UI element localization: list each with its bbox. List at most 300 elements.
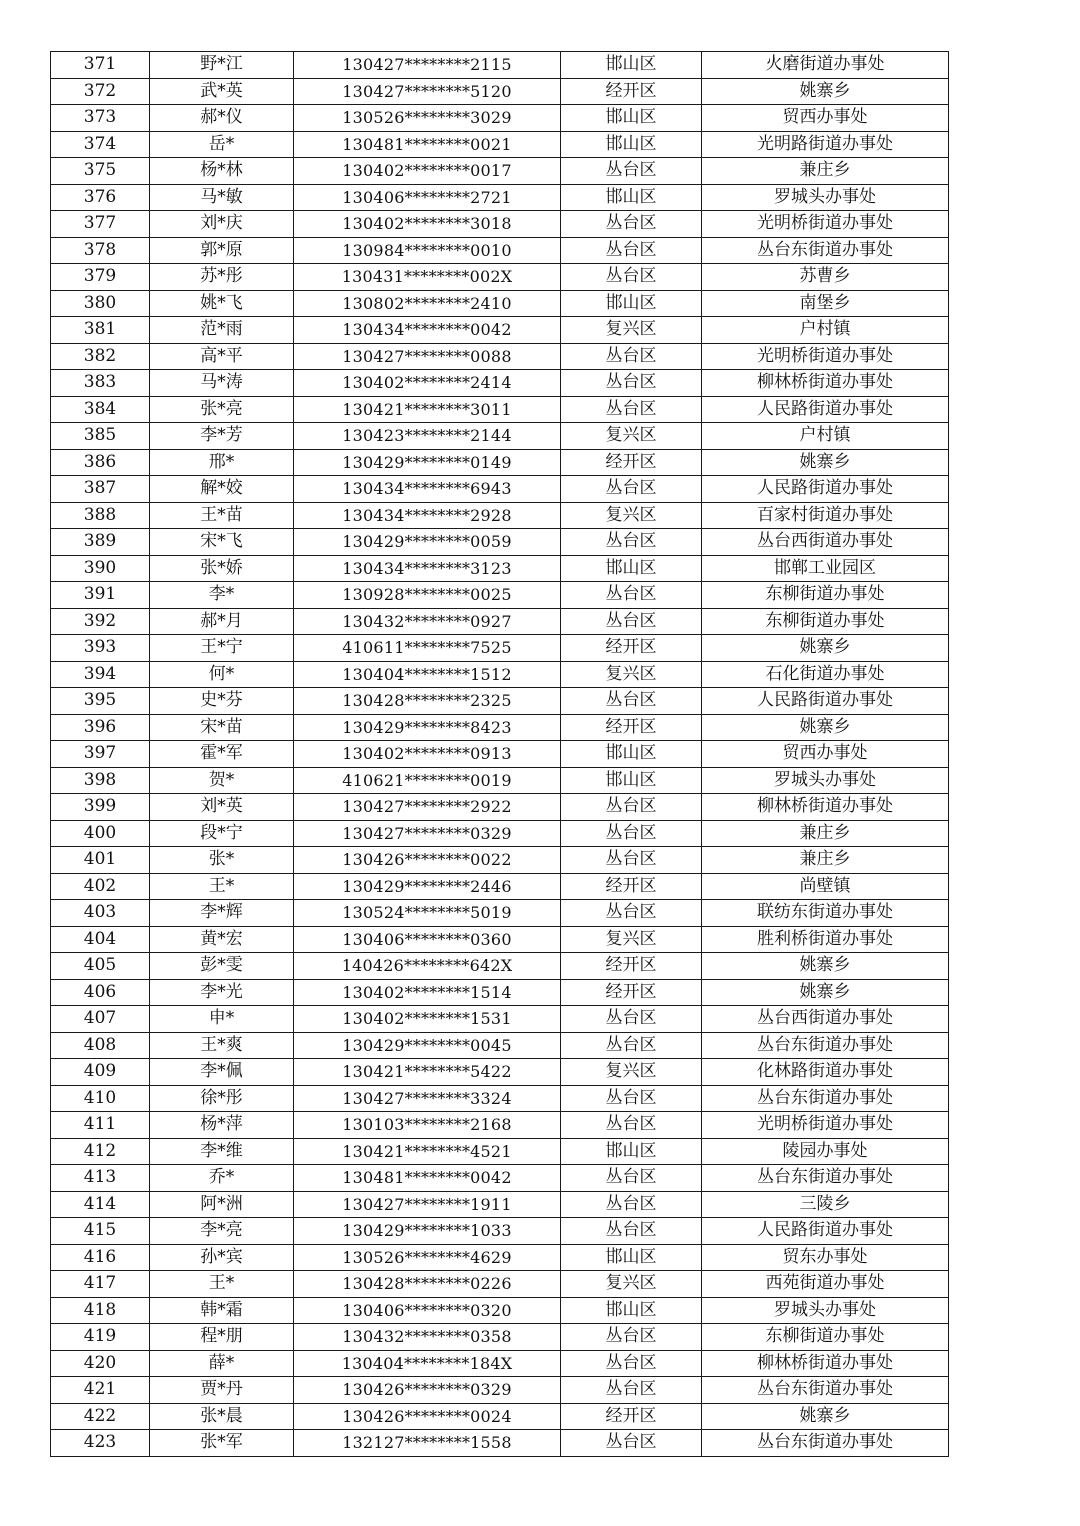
table-row	[51, 582, 949, 609]
district-cell: 丛台区	[561, 1032, 702, 1059]
subdistrict-cell: 三陵乡	[702, 1191, 949, 1218]
row-number-cell: 405	[51, 953, 150, 980]
masked-id-number-cell: 130402********0017	[294, 158, 561, 185]
masked-name-cell: 邢*	[150, 449, 294, 476]
masked-name-cell: 高*平	[150, 343, 294, 370]
masked-name-cell: 王*	[150, 1271, 294, 1298]
row-number-cell: 416	[51, 1244, 150, 1271]
row-number-cell: 382	[51, 343, 150, 370]
row-number-cell: 391	[51, 582, 150, 609]
district-cell: 邯山区	[561, 290, 702, 317]
row-number-cell: 408	[51, 1032, 150, 1059]
masked-id-number-cell: 130434********0042	[294, 317, 561, 344]
masked-id-number-cell: 130524********5019	[294, 900, 561, 927]
masked-name-cell: 马*涛	[150, 370, 294, 397]
subdistrict-cell: 姚寨乡	[702, 449, 949, 476]
masked-id-number-cell: 130434********2928	[294, 502, 561, 529]
row-number-cell: 401	[51, 847, 150, 874]
masked-id-number-cell: 130434********3123	[294, 555, 561, 582]
district-cell: 丛台区	[561, 582, 702, 609]
table-row	[51, 105, 949, 132]
table-row	[51, 211, 949, 238]
masked-name-cell: 李*维	[150, 1138, 294, 1165]
district-cell: 丛台区	[561, 211, 702, 238]
masked-name-cell: 何*	[150, 661, 294, 688]
row-number-cell: 398	[51, 767, 150, 794]
district-cell: 丛台区	[561, 1191, 702, 1218]
masked-name-cell: 张*娇	[150, 555, 294, 582]
table-row	[51, 370, 949, 397]
table-row	[51, 1218, 949, 1245]
masked-name-cell: 李*佩	[150, 1059, 294, 1086]
subdistrict-cell: 火磨街道办事处	[702, 52, 949, 79]
table-row	[51, 476, 949, 503]
subdistrict-cell: 姚寨乡	[702, 78, 949, 105]
masked-id-number-cell: 130526********4629	[294, 1244, 561, 1271]
table-row	[51, 900, 949, 927]
masked-name-cell: 贺*	[150, 767, 294, 794]
masked-name-cell: 杨*萍	[150, 1112, 294, 1139]
subdistrict-cell: 人民路街道办事处	[702, 688, 949, 715]
row-number-cell: 412	[51, 1138, 150, 1165]
masked-id-number-cell: 130928********0025	[294, 582, 561, 609]
district-cell: 邯山区	[561, 131, 702, 158]
masked-id-number-cell: 130427********2115	[294, 52, 561, 79]
row-number-cell: 407	[51, 1006, 150, 1033]
masked-id-number-cell: 130406********0320	[294, 1297, 561, 1324]
masked-name-cell: 郝*月	[150, 608, 294, 635]
district-cell: 丛台区	[561, 529, 702, 556]
masked-id-number-cell: 410621********0019	[294, 767, 561, 794]
masked-id-number-cell: 130427********0329	[294, 820, 561, 847]
row-number-cell: 395	[51, 688, 150, 715]
table-row	[51, 794, 949, 821]
masked-name-cell: 张*亮	[150, 396, 294, 423]
records-table-body	[51, 52, 949, 1457]
masked-name-cell: 野*江	[150, 52, 294, 79]
table-row	[51, 1244, 949, 1271]
table-row	[51, 661, 949, 688]
masked-id-number-cell: 130406********0360	[294, 926, 561, 953]
row-number-cell: 417	[51, 1271, 150, 1298]
table-row	[51, 873, 949, 900]
masked-name-cell: 贾*丹	[150, 1377, 294, 1404]
table-row	[51, 1085, 949, 1112]
district-cell: 丛台区	[561, 608, 702, 635]
masked-id-number-cell: 130429********0045	[294, 1032, 561, 1059]
district-cell: 丛台区	[561, 370, 702, 397]
district-cell: 丛台区	[561, 476, 702, 503]
table-row	[51, 343, 949, 370]
table-row	[51, 52, 949, 79]
masked-id-number-cell: 130428********0226	[294, 1271, 561, 1298]
masked-id-number-cell: 130481********0042	[294, 1165, 561, 1192]
district-cell: 邯山区	[561, 741, 702, 768]
table-row	[51, 1032, 949, 1059]
subdistrict-cell: 户村镇	[702, 423, 949, 450]
table-row	[51, 131, 949, 158]
table-row	[51, 184, 949, 211]
row-number-cell: 384	[51, 396, 150, 423]
row-number-cell: 372	[51, 78, 150, 105]
masked-name-cell: 范*雨	[150, 317, 294, 344]
masked-id-number-cell: 130429********2446	[294, 873, 561, 900]
district-cell: 经开区	[561, 635, 702, 662]
masked-name-cell: 霍*军	[150, 741, 294, 768]
district-cell: 经开区	[561, 1403, 702, 1430]
masked-id-number-cell: 130429********1033	[294, 1218, 561, 1245]
subdistrict-cell: 人民路街道办事处	[702, 396, 949, 423]
subdistrict-cell: 胜利桥街道办事处	[702, 926, 949, 953]
subdistrict-cell: 光明桥街道办事处	[702, 211, 949, 238]
subdistrict-cell: 人民路街道办事处	[702, 476, 949, 503]
row-number-cell: 386	[51, 449, 150, 476]
masked-name-cell: 申*	[150, 1006, 294, 1033]
masked-name-cell: 王*爽	[150, 1032, 294, 1059]
table-row	[51, 953, 949, 980]
table-row	[51, 979, 949, 1006]
row-number-cell: 388	[51, 502, 150, 529]
row-number-cell: 404	[51, 926, 150, 953]
subdistrict-cell: 化林路街道办事处	[702, 1059, 949, 1086]
masked-name-cell: 孙*宾	[150, 1244, 294, 1271]
subdistrict-cell: 罗城头办事处	[702, 767, 949, 794]
subdistrict-cell: 兼庄乡	[702, 820, 949, 847]
table-row	[51, 688, 949, 715]
row-number-cell: 422	[51, 1403, 150, 1430]
table-row	[51, 635, 949, 662]
row-number-cell: 387	[51, 476, 150, 503]
subdistrict-cell: 贸西办事处	[702, 741, 949, 768]
district-cell: 经开区	[561, 449, 702, 476]
row-number-cell: 410	[51, 1085, 150, 1112]
subdistrict-cell: 姚寨乡	[702, 1403, 949, 1430]
district-cell: 丛台区	[561, 1085, 702, 1112]
masked-name-cell: 张*晨	[150, 1403, 294, 1430]
table-row	[51, 502, 949, 529]
row-number-cell: 423	[51, 1430, 150, 1457]
table-row	[51, 1403, 949, 1430]
masked-name-cell: 刘*庆	[150, 211, 294, 238]
masked-name-cell: 杨*林	[150, 158, 294, 185]
district-cell: 丛台区	[561, 900, 702, 927]
row-number-cell: 411	[51, 1112, 150, 1139]
subdistrict-cell: 姚寨乡	[702, 979, 949, 1006]
district-cell: 丛台区	[561, 264, 702, 291]
district-cell: 丛台区	[561, 237, 702, 264]
masked-name-cell: 徐*彤	[150, 1085, 294, 1112]
subdistrict-cell: 邯郸工业园区	[702, 555, 949, 582]
subdistrict-cell: 丛台东街道办事处	[702, 237, 949, 264]
row-number-cell: 380	[51, 290, 150, 317]
masked-id-number-cell: 130427********1911	[294, 1191, 561, 1218]
masked-name-cell: 彭*雯	[150, 953, 294, 980]
masked-name-cell: 刘*英	[150, 794, 294, 821]
subdistrict-cell: 百家村街道办事处	[702, 502, 949, 529]
subdistrict-cell: 丛台东街道办事处	[702, 1032, 949, 1059]
masked-name-cell: 宋*飞	[150, 529, 294, 556]
subdistrict-cell: 姚寨乡	[702, 953, 949, 980]
row-number-cell: 421	[51, 1377, 150, 1404]
row-number-cell: 379	[51, 264, 150, 291]
district-cell: 丛台区	[561, 343, 702, 370]
masked-id-number-cell: 130427********5120	[294, 78, 561, 105]
masked-name-cell: 苏*彤	[150, 264, 294, 291]
masked-name-cell: 乔*	[150, 1165, 294, 1192]
row-number-cell: 392	[51, 608, 150, 635]
table-row	[51, 741, 949, 768]
district-cell: 丛台区	[561, 1377, 702, 1404]
table-row	[51, 317, 949, 344]
district-cell: 复兴区	[561, 423, 702, 450]
district-cell: 丛台区	[561, 1006, 702, 1033]
table-row	[51, 1191, 949, 1218]
subdistrict-cell: 柳林桥街道办事处	[702, 1350, 949, 1377]
table-row	[51, 555, 949, 582]
subdistrict-cell: 尚壁镇	[702, 873, 949, 900]
subdistrict-cell: 光明桥街道办事处	[702, 343, 949, 370]
row-number-cell: 375	[51, 158, 150, 185]
masked-id-number-cell: 130428********2325	[294, 688, 561, 715]
subdistrict-cell: 东柳街道办事处	[702, 582, 949, 609]
subdistrict-cell: 陵园办事处	[702, 1138, 949, 1165]
masked-id-number-cell: 130402********1514	[294, 979, 561, 1006]
table-row	[51, 237, 949, 264]
subdistrict-cell: 柳林桥街道办事处	[702, 794, 949, 821]
subdistrict-cell: 丛台东街道办事处	[702, 1377, 949, 1404]
masked-id-number-cell: 130402********1531	[294, 1006, 561, 1033]
masked-name-cell: 郭*原	[150, 237, 294, 264]
masked-name-cell: 王*宁	[150, 635, 294, 662]
district-cell: 丛台区	[561, 847, 702, 874]
district-cell: 邯山区	[561, 767, 702, 794]
district-cell: 复兴区	[561, 1271, 702, 1298]
masked-id-number-cell: 140426********642X	[294, 953, 561, 980]
table-row	[51, 767, 949, 794]
table-row	[51, 1059, 949, 1086]
masked-name-cell: 张*	[150, 847, 294, 874]
row-number-cell: 378	[51, 237, 150, 264]
subdistrict-cell: 丛台东街道办事处	[702, 1085, 949, 1112]
district-cell: 复兴区	[561, 502, 702, 529]
masked-name-cell: 程*朋	[150, 1324, 294, 1351]
subdistrict-cell: 罗城头办事处	[702, 184, 949, 211]
subdistrict-cell: 贸西办事处	[702, 105, 949, 132]
table-row	[51, 1138, 949, 1165]
district-cell: 邯山区	[561, 105, 702, 132]
masked-id-number-cell: 130434********6943	[294, 476, 561, 503]
district-cell: 邯山区	[561, 184, 702, 211]
masked-name-cell: 王*	[150, 873, 294, 900]
table-row	[51, 847, 949, 874]
masked-name-cell: 史*芬	[150, 688, 294, 715]
row-number-cell: 397	[51, 741, 150, 768]
table-row	[51, 714, 949, 741]
row-number-cell: 402	[51, 873, 150, 900]
subdistrict-cell: 丛台西街道办事处	[702, 529, 949, 556]
masked-name-cell: 黄*宏	[150, 926, 294, 953]
district-cell: 邯山区	[561, 52, 702, 79]
masked-name-cell: 李*辉	[150, 900, 294, 927]
district-cell: 经开区	[561, 78, 702, 105]
district-cell: 丛台区	[561, 688, 702, 715]
table-row	[51, 1350, 949, 1377]
masked-id-number-cell: 130427********3324	[294, 1085, 561, 1112]
subdistrict-cell: 户村镇	[702, 317, 949, 344]
district-cell: 丛台区	[561, 1112, 702, 1139]
row-number-cell: 377	[51, 211, 150, 238]
masked-id-number-cell: 130481********0021	[294, 131, 561, 158]
row-number-cell: 413	[51, 1165, 150, 1192]
masked-name-cell: 李*	[150, 582, 294, 609]
masked-id-number-cell: 130402********2414	[294, 370, 561, 397]
table-row	[51, 158, 949, 185]
district-cell: 丛台区	[561, 1430, 702, 1457]
district-cell: 复兴区	[561, 317, 702, 344]
masked-id-number-cell: 132127********1558	[294, 1430, 561, 1457]
masked-name-cell: 郝*仪	[150, 105, 294, 132]
masked-name-cell: 韩*霜	[150, 1297, 294, 1324]
masked-name-cell: 宋*苗	[150, 714, 294, 741]
masked-id-number-cell: 130423********2144	[294, 423, 561, 450]
masked-name-cell: 武*英	[150, 78, 294, 105]
row-number-cell: 409	[51, 1059, 150, 1086]
masked-id-number-cell: 130421********4521	[294, 1138, 561, 1165]
district-cell: 丛台区	[561, 396, 702, 423]
records-table	[50, 51, 949, 1457]
subdistrict-cell: 石化街道办事处	[702, 661, 949, 688]
masked-id-number-cell: 130406********2721	[294, 184, 561, 211]
subdistrict-cell: 光明路街道办事处	[702, 131, 949, 158]
table-row	[51, 78, 949, 105]
table-row	[51, 1112, 949, 1139]
masked-name-cell: 阿*洲	[150, 1191, 294, 1218]
district-cell: 丛台区	[561, 158, 702, 185]
row-number-cell: 406	[51, 979, 150, 1006]
subdistrict-cell: 联纺东街道办事处	[702, 900, 949, 927]
masked-name-cell: 张*军	[150, 1430, 294, 1457]
district-cell: 复兴区	[561, 661, 702, 688]
masked-name-cell: 姚*飞	[150, 290, 294, 317]
masked-id-number-cell: 130426********0024	[294, 1403, 561, 1430]
table-row	[51, 1165, 949, 1192]
subdistrict-cell: 兼庄乡	[702, 847, 949, 874]
subdistrict-cell: 西苑街道办事处	[702, 1271, 949, 1298]
masked-id-number-cell: 130103********2168	[294, 1112, 561, 1139]
masked-id-number-cell: 130429********8423	[294, 714, 561, 741]
table-row	[51, 1324, 949, 1351]
subdistrict-cell: 人民路街道办事处	[702, 1218, 949, 1245]
masked-name-cell: 马*敏	[150, 184, 294, 211]
row-number-cell: 381	[51, 317, 150, 344]
masked-name-cell: 解*姣	[150, 476, 294, 503]
row-number-cell: 396	[51, 714, 150, 741]
masked-name-cell: 李*芳	[150, 423, 294, 450]
masked-name-cell: 王*苗	[150, 502, 294, 529]
district-cell: 丛台区	[561, 820, 702, 847]
table-row	[51, 396, 949, 423]
subdistrict-cell: 罗城头办事处	[702, 1297, 949, 1324]
table-row	[51, 1271, 949, 1298]
district-cell: 经开区	[561, 979, 702, 1006]
table-row	[51, 1297, 949, 1324]
table-row	[51, 423, 949, 450]
subdistrict-cell: 兼庄乡	[702, 158, 949, 185]
row-number-cell: 403	[51, 900, 150, 927]
subdistrict-cell: 苏曹乡	[702, 264, 949, 291]
masked-id-number-cell: 130802********2410	[294, 290, 561, 317]
row-number-cell: 419	[51, 1324, 150, 1351]
subdistrict-cell: 南堡乡	[702, 290, 949, 317]
subdistrict-cell: 柳林桥街道办事处	[702, 370, 949, 397]
table-row	[51, 820, 949, 847]
masked-id-number-cell: 130426********0329	[294, 1377, 561, 1404]
masked-name-cell: 李*亮	[150, 1218, 294, 1245]
row-number-cell: 414	[51, 1191, 150, 1218]
row-number-cell: 374	[51, 131, 150, 158]
district-cell: 丛台区	[561, 1324, 702, 1351]
table-row	[51, 608, 949, 635]
row-number-cell: 373	[51, 105, 150, 132]
district-cell: 复兴区	[561, 926, 702, 953]
row-number-cell: 376	[51, 184, 150, 211]
masked-id-number-cell: 130421********3011	[294, 396, 561, 423]
masked-id-number-cell: 130429********0149	[294, 449, 561, 476]
masked-name-cell: 段*宁	[150, 820, 294, 847]
row-number-cell: 420	[51, 1350, 150, 1377]
subdistrict-cell: 贸东办事处	[702, 1244, 949, 1271]
subdistrict-cell: 丛台西街道办事处	[702, 1006, 949, 1033]
table-row	[51, 290, 949, 317]
table-row	[51, 449, 949, 476]
masked-id-number-cell: 130402********0913	[294, 741, 561, 768]
masked-name-cell: 李*光	[150, 979, 294, 1006]
subdistrict-cell: 光明桥街道办事处	[702, 1112, 949, 1139]
district-cell: 丛台区	[561, 1165, 702, 1192]
masked-id-number-cell: 130432********0927	[294, 608, 561, 635]
row-number-cell: 383	[51, 370, 150, 397]
masked-id-number-cell: 130421********5422	[294, 1059, 561, 1086]
row-number-cell: 394	[51, 661, 150, 688]
district-cell: 邯山区	[561, 1244, 702, 1271]
row-number-cell: 389	[51, 529, 150, 556]
table-row	[51, 264, 949, 291]
district-cell: 经开区	[561, 873, 702, 900]
row-number-cell: 385	[51, 423, 150, 450]
subdistrict-cell: 丛台东街道办事处	[702, 1430, 949, 1457]
masked-id-number-cell: 130526********3029	[294, 105, 561, 132]
table-row	[51, 1006, 949, 1033]
table-row	[51, 529, 949, 556]
district-cell: 经开区	[561, 953, 702, 980]
district-cell: 经开区	[561, 714, 702, 741]
subdistrict-cell: 东柳街道办事处	[702, 608, 949, 635]
masked-id-number-cell: 130426********0022	[294, 847, 561, 874]
masked-name-cell: 薛*	[150, 1350, 294, 1377]
masked-id-number-cell: 130427********0088	[294, 343, 561, 370]
subdistrict-cell: 丛台东街道办事处	[702, 1165, 949, 1192]
masked-id-number-cell: 130402********3018	[294, 211, 561, 238]
subdistrict-cell: 姚寨乡	[702, 714, 949, 741]
district-cell: 丛台区	[561, 1218, 702, 1245]
row-number-cell: 399	[51, 794, 150, 821]
district-cell: 邯山区	[561, 1297, 702, 1324]
district-cell: 邯山区	[561, 555, 702, 582]
row-number-cell: 418	[51, 1297, 150, 1324]
masked-id-number-cell: 410611********7525	[294, 635, 561, 662]
district-cell: 丛台区	[561, 794, 702, 821]
row-number-cell: 371	[51, 52, 150, 79]
